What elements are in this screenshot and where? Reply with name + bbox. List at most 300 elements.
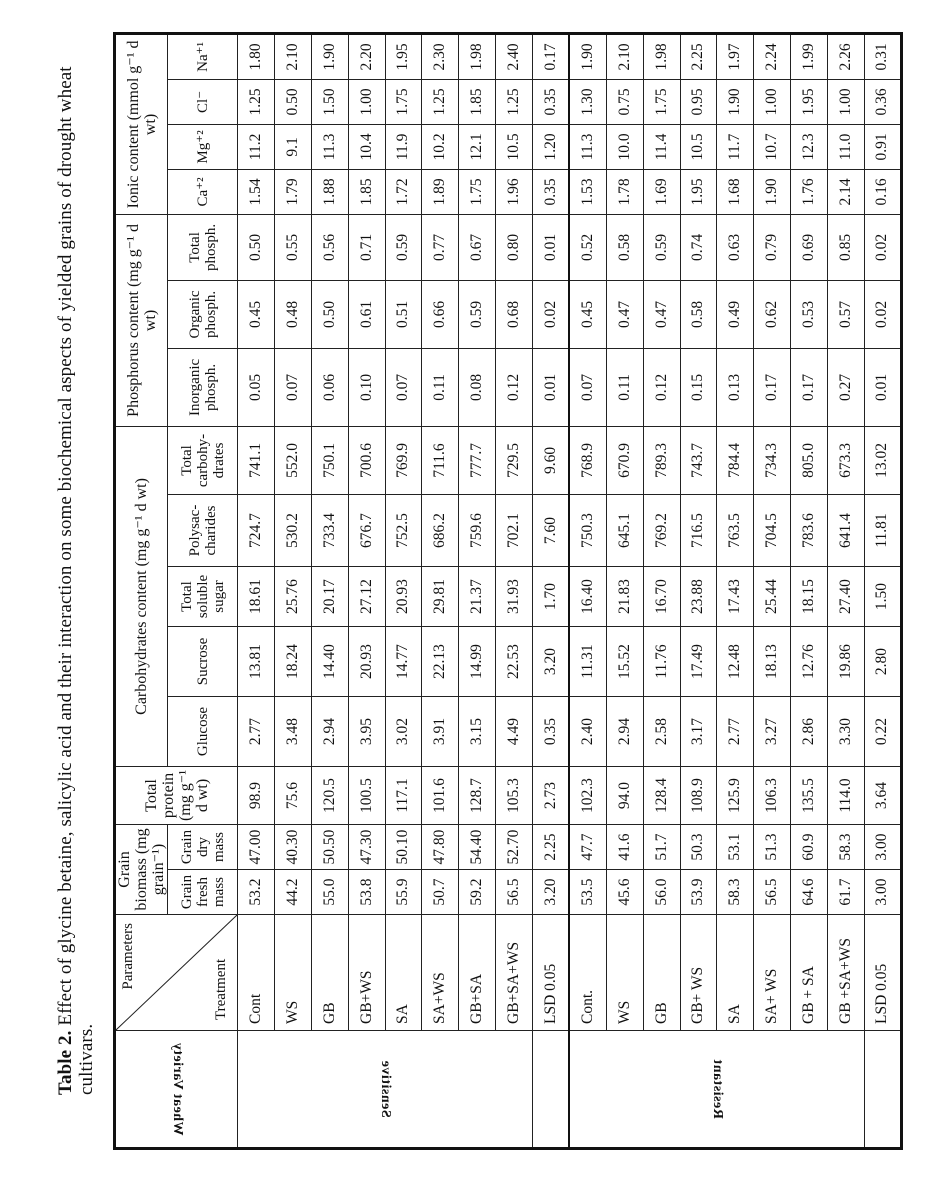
- value-cell: 0.01: [864, 348, 901, 426]
- value-cell: 0.66: [422, 280, 459, 348]
- value-cell: 0.02: [864, 214, 901, 280]
- treatment-cell: LSD 0.05: [864, 915, 901, 1031]
- data-table: [113, 32, 903, 1150]
- header-carbohydrates: Carbohydrates content (mg g⁻¹ d wt): [115, 426, 168, 766]
- value-cell: 105.3: [496, 767, 533, 825]
- value-cell: 1.25: [422, 79, 459, 124]
- value-cell: 759.6: [459, 495, 496, 567]
- table-row: [311, 33, 348, 1148]
- value-cell: 1.98: [643, 33, 680, 79]
- value-cell: 1.90: [754, 169, 791, 214]
- value-cell: 25.76: [274, 567, 311, 627]
- header-total-phosph: Total phosph.: [168, 214, 238, 280]
- value-cell: 20.93: [385, 567, 422, 627]
- value-cell: 60.9: [791, 825, 828, 870]
- value-cell: 1.00: [754, 79, 791, 124]
- value-cell: 114.0: [828, 767, 865, 825]
- header-wheat-variety: Wheat Variety: [115, 1031, 238, 1149]
- value-cell: 0.95: [680, 79, 717, 124]
- value-cell: 750.1: [311, 426, 348, 494]
- value-cell: 1.85: [348, 169, 385, 214]
- value-cell: 2.40: [496, 33, 533, 79]
- value-cell: 0.59: [459, 280, 496, 348]
- value-cell: 3.20: [533, 627, 570, 697]
- value-cell: 1.50: [864, 567, 901, 627]
- value-cell: 40.30: [274, 825, 311, 870]
- table-body: [238, 33, 902, 1148]
- value-cell: 13.02: [864, 426, 901, 494]
- value-cell: 1.80: [238, 33, 275, 79]
- value-cell: 50.50: [311, 825, 348, 870]
- value-cell: 0.11: [422, 348, 459, 426]
- table-row: [459, 33, 496, 1148]
- variety-cell: [238, 1031, 533, 1149]
- value-cell: 0.63: [717, 214, 754, 280]
- value-cell: 769.2: [643, 495, 680, 567]
- treatment-cell: GB + SA: [791, 915, 828, 1031]
- value-cell: 17.43: [717, 567, 754, 627]
- value-cell: 1.79: [274, 169, 311, 214]
- value-cell: 769.9: [385, 426, 422, 494]
- value-cell: 2.10: [274, 33, 311, 79]
- value-cell: 52.70: [496, 825, 533, 870]
- value-cell: 0.17: [791, 348, 828, 426]
- value-cell: 75.6: [274, 767, 311, 825]
- value-cell: 2.25: [680, 33, 717, 79]
- header-grain-fresh-mass: Grain fresh mass: [168, 870, 238, 915]
- value-cell: 11.31: [569, 627, 606, 697]
- treatment-cell: LSD 0.05: [533, 915, 570, 1031]
- value-cell: 0.58: [606, 214, 643, 280]
- value-cell: 56.5: [496, 870, 533, 915]
- value-cell: 98.9: [238, 767, 275, 825]
- header-na: Na⁺¹: [168, 33, 238, 79]
- value-cell: 2.30: [422, 33, 459, 79]
- value-cell: 19.86: [828, 627, 865, 697]
- value-cell: 54.40: [459, 825, 496, 870]
- value-cell: 12.1: [459, 124, 496, 169]
- value-cell: 729.5: [496, 426, 533, 494]
- header-grain-biomass: Grain biomass (mg grain⁻¹): [115, 825, 168, 915]
- value-cell: 1.75: [385, 79, 422, 124]
- value-cell: 22.53: [496, 627, 533, 697]
- value-cell: 1.78: [606, 169, 643, 214]
- value-cell: 1.90: [311, 33, 348, 79]
- value-cell: 4.49: [496, 697, 533, 767]
- value-cell: 0.17: [533, 33, 570, 79]
- table-row: [643, 33, 680, 1148]
- value-cell: 3.27: [754, 697, 791, 767]
- value-cell: 50.3: [680, 825, 717, 870]
- value-cell: 117.1: [385, 767, 422, 825]
- value-cell: 702.1: [496, 495, 533, 567]
- value-cell: 0.22: [864, 697, 901, 767]
- value-cell: 18.61: [238, 567, 275, 627]
- value-cell: 0.15: [680, 348, 717, 426]
- value-cell: 784.4: [717, 426, 754, 494]
- value-cell: 0.74: [680, 214, 717, 280]
- value-cell: 1.70: [533, 567, 570, 627]
- value-cell: 11.81: [864, 495, 901, 567]
- treatment-cell: GB: [311, 915, 348, 1031]
- value-cell: 0.57: [828, 280, 865, 348]
- value-cell: 768.9: [569, 426, 606, 494]
- value-cell: 53.2: [238, 870, 275, 915]
- value-cell: 0.07: [385, 348, 422, 426]
- treatment-cell: GB+ WS: [680, 915, 717, 1031]
- value-cell: 47.7: [569, 825, 606, 870]
- value-cell: 1.76: [791, 169, 828, 214]
- value-cell: 47.00: [238, 825, 275, 870]
- value-cell: 53.1: [717, 825, 754, 870]
- value-cell: 763.5: [717, 495, 754, 567]
- value-cell: 11.2: [238, 124, 275, 169]
- value-cell: 0.79: [754, 214, 791, 280]
- value-cell: 552.0: [274, 426, 311, 494]
- value-cell: 0.80: [496, 214, 533, 280]
- value-cell: 53.5: [569, 870, 606, 915]
- value-cell: 0.71: [348, 214, 385, 280]
- value-cell: 2.73: [533, 767, 570, 825]
- value-cell: 56.0: [643, 870, 680, 915]
- value-cell: 27.12: [348, 567, 385, 627]
- value-cell: 58.3: [717, 870, 754, 915]
- value-cell: 0.59: [643, 214, 680, 280]
- value-cell: 94.0: [606, 767, 643, 825]
- value-cell: 0.02: [864, 280, 901, 348]
- caption-label: Table 2.: [55, 1030, 76, 1095]
- value-cell: 2.94: [311, 697, 348, 767]
- value-cell: 0.07: [274, 348, 311, 426]
- value-cell: 101.6: [422, 767, 459, 825]
- value-cell: 3.95: [348, 697, 385, 767]
- value-cell: 3.91: [422, 697, 459, 767]
- value-cell: 11.3: [311, 124, 348, 169]
- header-total-soluble-sugar: Total soluble sugar: [168, 567, 238, 627]
- value-cell: 1.95: [680, 169, 717, 214]
- treatment-cell: SA+WS: [422, 915, 459, 1031]
- value-cell: 10.7: [754, 124, 791, 169]
- value-cell: 1.89: [422, 169, 459, 214]
- value-cell: 0.49: [717, 280, 754, 348]
- value-cell: 741.1: [238, 426, 275, 494]
- value-cell: 25.44: [754, 567, 791, 627]
- value-cell: 53.9: [680, 870, 717, 915]
- value-cell: 18.24: [274, 627, 311, 697]
- value-cell: 0.01: [533, 348, 570, 426]
- header-phosphorus: Phosphorus content (mg g⁻¹ d wt): [115, 214, 168, 426]
- header-cl: Cl⁻: [168, 79, 238, 124]
- value-cell: 1.53: [569, 169, 606, 214]
- value-cell: 10.5: [680, 124, 717, 169]
- value-cell: 0.59: [385, 214, 422, 280]
- value-cell: 16.70: [643, 567, 680, 627]
- value-cell: 0.47: [606, 280, 643, 348]
- value-cell: 12.48: [717, 627, 754, 697]
- value-cell: 752.5: [385, 495, 422, 567]
- value-cell: 1.69: [643, 169, 680, 214]
- value-cell: 10.5: [496, 124, 533, 169]
- value-cell: 0.48: [274, 280, 311, 348]
- value-cell: 3.30: [828, 697, 865, 767]
- value-cell: 15.52: [606, 627, 643, 697]
- value-cell: 11.4: [643, 124, 680, 169]
- value-cell: 10.0: [606, 124, 643, 169]
- variety-label: Resistant: [710, 1059, 726, 1119]
- table-row: [385, 33, 422, 1148]
- value-cell: 21.83: [606, 567, 643, 627]
- header-total-carbohydrates: Total carbohy-drates: [168, 426, 238, 494]
- value-cell: 47.80: [422, 825, 459, 870]
- value-cell: 0.50: [311, 280, 348, 348]
- value-cell: 1.54: [238, 169, 275, 214]
- header-total-protein: Total protein (mg g⁻¹ d wt): [115, 767, 238, 825]
- value-cell: 128.4: [643, 767, 680, 825]
- value-cell: 14.40: [311, 627, 348, 697]
- header-mg: Mg⁺²: [168, 124, 238, 169]
- value-cell: 1.98: [459, 33, 496, 79]
- value-cell: 3.00: [864, 825, 901, 870]
- value-cell: 3.64: [864, 767, 901, 825]
- value-cell: 51.3: [754, 825, 791, 870]
- value-cell: 128.7: [459, 767, 496, 825]
- value-cell: 0.69: [791, 214, 828, 280]
- value-cell: 58.3: [828, 825, 865, 870]
- value-cell: 12.3: [791, 124, 828, 169]
- rotated-page: [55, 30, 905, 1150]
- value-cell: 2.58: [643, 697, 680, 767]
- value-cell: 0.35: [533, 697, 570, 767]
- value-cell: 14.77: [385, 627, 422, 697]
- value-cell: 61.7: [828, 870, 865, 915]
- value-cell: 0.91: [864, 124, 901, 169]
- value-cell: 11.0: [828, 124, 865, 169]
- treatment-cell: SA: [717, 915, 754, 1031]
- header-treatment: Treatment: [213, 958, 229, 1020]
- value-cell: 0.31: [864, 33, 901, 79]
- value-cell: 0.11: [606, 348, 643, 426]
- table-caption: [55, 55, 97, 1095]
- value-cell: 12.76: [791, 627, 828, 697]
- value-cell: 47.30: [348, 825, 385, 870]
- value-cell: 641.4: [828, 495, 865, 567]
- value-cell: 22.13: [422, 627, 459, 697]
- value-cell: 0.12: [643, 348, 680, 426]
- value-cell: 0.13: [717, 348, 754, 426]
- value-cell: 0.35: [533, 79, 570, 124]
- value-cell: 17.49: [680, 627, 717, 697]
- treatment-cell: WS: [274, 915, 311, 1031]
- value-cell: 3.15: [459, 697, 496, 767]
- table-row: [791, 33, 828, 1148]
- value-cell: 0.06: [311, 348, 348, 426]
- header-organic-phosph: Organic phosph.: [168, 280, 238, 348]
- value-cell: 0.45: [569, 280, 606, 348]
- value-cell: 7.60: [533, 495, 570, 567]
- value-cell: 733.4: [311, 495, 348, 567]
- treatment-cell: WS: [606, 915, 643, 1031]
- value-cell: 20.17: [311, 567, 348, 627]
- table-row: [274, 33, 311, 1148]
- value-cell: 11.76: [643, 627, 680, 697]
- value-cell: 59.2: [459, 870, 496, 915]
- treatment-cell: Cont: [238, 915, 275, 1031]
- value-cell: 1.20: [533, 124, 570, 169]
- value-cell: 10.4: [348, 124, 385, 169]
- table-row: [864, 33, 901, 1148]
- value-cell: 1.25: [496, 79, 533, 124]
- value-cell: 2.14: [828, 169, 865, 214]
- value-cell: 64.6: [791, 870, 828, 915]
- value-cell: 673.3: [828, 426, 865, 494]
- value-cell: 0.17: [754, 348, 791, 426]
- treatment-cell: SA: [385, 915, 422, 1031]
- value-cell: 724.7: [238, 495, 275, 567]
- header-inorganic-phosph: Inorganic phosph.: [168, 348, 238, 426]
- value-cell: 0.36: [864, 79, 901, 124]
- value-cell: 783.6: [791, 495, 828, 567]
- value-cell: 56.5: [754, 870, 791, 915]
- value-cell: 51.7: [643, 825, 680, 870]
- value-cell: 1.25: [238, 79, 275, 124]
- value-cell: 0.16: [864, 169, 901, 214]
- value-cell: 670.9: [606, 426, 643, 494]
- value-cell: 11.3: [569, 124, 606, 169]
- value-cell: 805.0: [791, 426, 828, 494]
- value-cell: 1.75: [459, 169, 496, 214]
- value-cell: 734.3: [754, 426, 791, 494]
- value-cell: 2.94: [606, 697, 643, 767]
- value-cell: 1.95: [791, 79, 828, 124]
- value-cell: 1.85: [459, 79, 496, 124]
- value-cell: 2.77: [238, 697, 275, 767]
- header-polysaccharides: Polysac-charides: [168, 495, 238, 567]
- treatment-cell: GB+SA: [459, 915, 496, 1031]
- value-cell: 1.90: [717, 79, 754, 124]
- header-grain-dry-mass: Grain dry mass: [168, 825, 238, 870]
- treatment-cell: Cont.: [569, 915, 606, 1031]
- table-row: [754, 33, 791, 1148]
- value-cell: 2.20: [348, 33, 385, 79]
- value-cell: 2.24: [754, 33, 791, 79]
- value-cell: 0.10: [348, 348, 385, 426]
- value-cell: 1.95: [385, 33, 422, 79]
- value-cell: 1.68: [717, 169, 754, 214]
- value-cell: 29.81: [422, 567, 459, 627]
- value-cell: 50.7: [422, 870, 459, 915]
- value-cell: 16.40: [569, 567, 606, 627]
- header-parameters-treatment: [115, 915, 238, 1031]
- value-cell: 711.6: [422, 426, 459, 494]
- value-cell: 135.5: [791, 767, 828, 825]
- value-cell: 0.75: [606, 79, 643, 124]
- value-cell: 44.2: [274, 870, 311, 915]
- value-cell: 9.60: [533, 426, 570, 494]
- header-glucose: Glucose: [168, 697, 238, 767]
- value-cell: 50.10: [385, 825, 422, 870]
- value-cell: 1.97: [717, 33, 754, 79]
- value-cell: 27.40: [828, 567, 865, 627]
- value-cell: 2.77: [717, 697, 754, 767]
- table-row: [606, 33, 643, 1148]
- value-cell: 53.8: [348, 870, 385, 915]
- value-cell: 0.47: [643, 280, 680, 348]
- variety-cell: [569, 1031, 864, 1149]
- table-row: [569, 33, 606, 1148]
- value-cell: 9.1: [274, 124, 311, 169]
- value-cell: 108.9: [680, 767, 717, 825]
- value-cell: 645.1: [606, 495, 643, 567]
- value-cell: 41.6: [606, 825, 643, 870]
- value-cell: 704.5: [754, 495, 791, 567]
- value-cell: 31.93: [496, 567, 533, 627]
- table-row: [348, 33, 385, 1148]
- value-cell: 120.5: [311, 767, 348, 825]
- table-row: [717, 33, 754, 1148]
- caption-text: Effect of glycine betaine, salicylic acid and their interaction on some biochemical aspects of yielded grains of drought wheat cultivars.: [55, 66, 97, 1095]
- value-cell: 0.61: [348, 280, 385, 348]
- table-row: [238, 33, 275, 1148]
- value-cell: 0.85: [828, 214, 865, 280]
- value-cell: 2.10: [606, 33, 643, 79]
- value-cell: 3.17: [680, 697, 717, 767]
- lsd-variety-cell: [533, 1031, 570, 1149]
- value-cell: 1.99: [791, 33, 828, 79]
- treatment-cell: GB +SA+WS: [828, 915, 865, 1031]
- value-cell: 0.53: [791, 280, 828, 348]
- value-cell: 2.80: [864, 627, 901, 697]
- table-row: [533, 33, 570, 1148]
- value-cell: 0.07: [569, 348, 606, 426]
- value-cell: 1.90: [569, 33, 606, 79]
- value-cell: 18.13: [754, 627, 791, 697]
- value-cell: 55.9: [385, 870, 422, 915]
- value-cell: 530.2: [274, 495, 311, 567]
- value-cell: 0.35: [533, 169, 570, 214]
- value-cell: 23.88: [680, 567, 717, 627]
- header-parameters: Parameters: [120, 923, 136, 990]
- value-cell: 0.77: [422, 214, 459, 280]
- value-cell: 0.50: [274, 79, 311, 124]
- value-cell: 11.9: [385, 124, 422, 169]
- value-cell: 0.12: [496, 348, 533, 426]
- value-cell: 2.86: [791, 697, 828, 767]
- value-cell: 14.99: [459, 627, 496, 697]
- value-cell: 0.55: [274, 214, 311, 280]
- treatment-cell: GB: [643, 915, 680, 1031]
- value-cell: 1.50: [311, 79, 348, 124]
- value-cell: 686.2: [422, 495, 459, 567]
- value-cell: 743.7: [680, 426, 717, 494]
- lsd-variety-cell: [864, 1031, 901, 1149]
- value-cell: 0.56: [311, 214, 348, 280]
- variety-label: Sensitive: [378, 1060, 393, 1118]
- table-row: [496, 33, 533, 1148]
- value-cell: 0.52: [569, 214, 606, 280]
- value-cell: 21.37: [459, 567, 496, 627]
- value-cell: 716.5: [680, 495, 717, 567]
- value-cell: 2.26: [828, 33, 865, 79]
- value-cell: 106.3: [754, 767, 791, 825]
- value-cell: 1.72: [385, 169, 422, 214]
- value-cell: 10.2: [422, 124, 459, 169]
- value-cell: 0.62: [754, 280, 791, 348]
- value-cell: 2.40: [569, 697, 606, 767]
- value-cell: 13.81: [238, 627, 275, 697]
- value-cell: 1.88: [311, 169, 348, 214]
- value-cell: 1.00: [828, 79, 865, 124]
- value-cell: 11.7: [717, 124, 754, 169]
